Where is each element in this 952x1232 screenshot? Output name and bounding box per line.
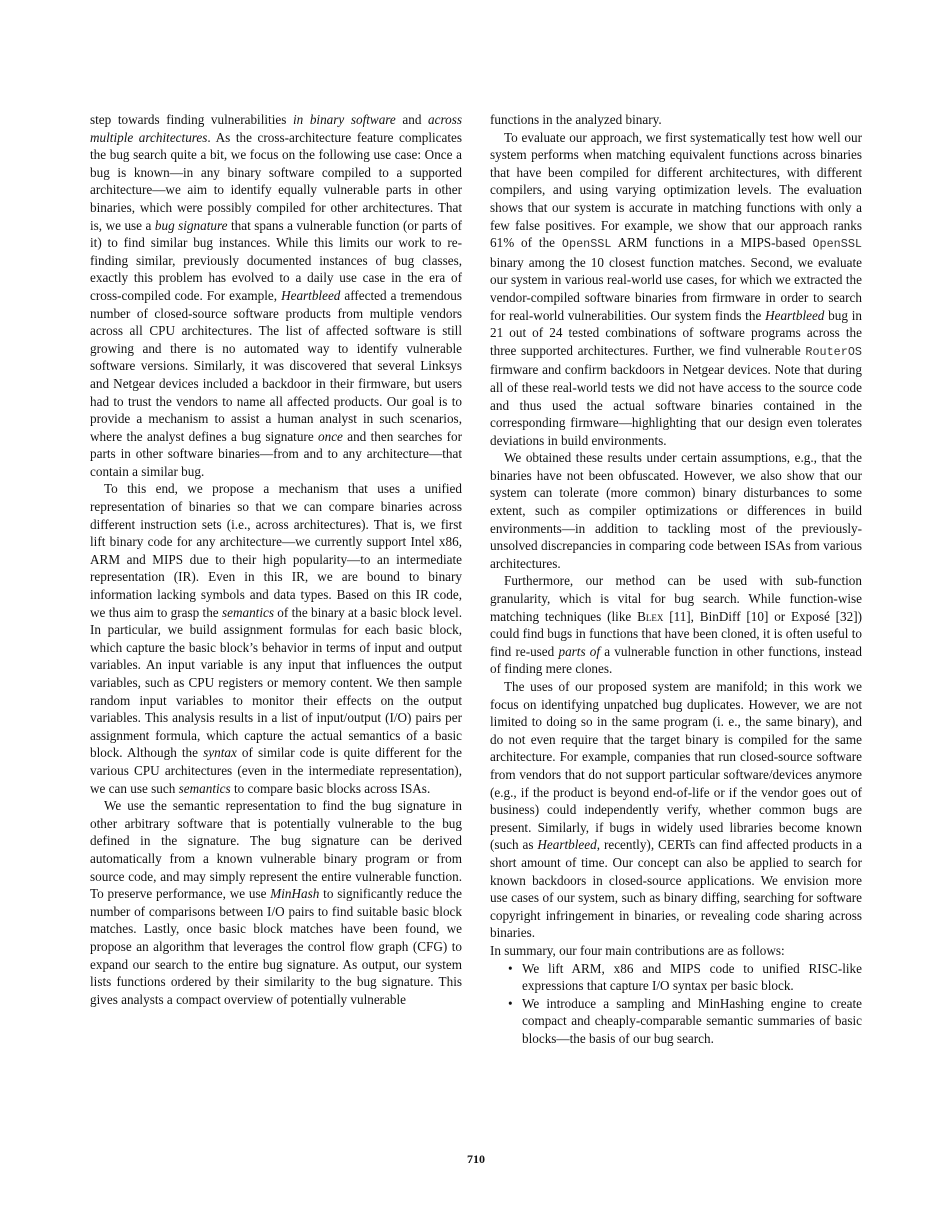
page-number: 710	[467, 1152, 485, 1166]
list-item: • We lift ARM, x86 and MIPS code to unified RISC-like expressions that capture I/O syntax per basic block.	[508, 960, 862, 994]
paragraph: We obtained these results under certain assumptions, e.g., that the binaries have not been obfuscated. However, we also show that our system can tolerate (more common) binary disturbances to some extent, such as compiler optimizations or differences in build environments—in addition to tackling most of the previously-unsolved discrepancies in comparing code between ISAs from various architectures.	[490, 450, 862, 571]
contribution-list	[490, 960, 862, 1048]
bullet-icon: •	[508, 995, 513, 1011]
paragraph: To this end, we propose a mechanism that uses a unified representation of binaries so that we can compare binaries across different instruction sets (i.e., across architectures). That is, we first lift binary code for any architecture—we currently support Intel x86, ARM and MIPS due to their high popularity—to an intermediate representation (IR). Even in this IR, we are bound to binary information lacking symbols and data types. Based on this IR code, we thus aim to grasp the semantics of the binary at a basic block level. In particular, we build assignment formulas for each basic block, which capture the basic block’s behavior in terms of input and output variables. An input variable is any input that influences the output variables, such as CPU registers or memory content. We then sample random input variables to monitor their effects on the output variables. This analysis results in a list of input/output (I/O) pairs per assignment formula, which capture the actual semantics of a basic block. Although the syntax of similar code is quite different for the various CPU architectures (even in the intermediate representation), we can use such semantics to compare basic blocks across ISAs.	[90, 481, 462, 796]
paragraph: functions in the analyzed binary.	[490, 112, 662, 127]
left-column	[90, 111, 462, 1008]
paragraph: Furthermore, our method can be used with sub-function granularity, which is vital for bug search. While function-wise matching techniques (like Blex [11], BinDiff [10] or Exposé [32]) could find bugs in functions that have been cloned, it is often useful to find re-used parts of a vulnerable function in other functions, instead of finding mere clones.	[490, 573, 862, 677]
list-item: • We introduce a sampling and MinHashing engine to create compact and cheaply-comparable semantic summaries of basic blocks—the basis of our bug search.	[508, 995, 862, 1046]
paragraph: To evaluate our approach, we first systematically test how well our system performs when matching equivalent functions across binaries that have been compiled for different architectures, with different compilers, and using varying optimization levels. The evaluation shows that our system is accurate in matching functions with only a few false positives. For example, we show that our approach ranks 61% of the OpenSSL ARM functions in a MIPS-based OpenSSL binary among the 10 closest function matches. Second, we evaluate our system in various real-world use cases, for which we extracted the vendor-compiled software binaries from firmware in order to search for real-world vulnerabilities. Our system finds the Heartbleed bug in 21 out of 24 tested combinations of software programs across the three supported architectures. Further, we find vulnerable RouterOS firmware and confirm backdoors in Netgear devices. Note that during all of these real-world tests we did not have access to the source code and thus used the actual software binaries contained in the corresponding firmware—highlighting that our design even tolerates deviations in build environments.	[490, 129, 862, 448]
paragraph: We use the semantic representation to find the bug signature in other arbitrary software that is potentially vulnerable to the bug defined in the signature. The bug signature can be derived automatically from a known vulnerable binary program or from source code, and may simply represent the entire vulnerable function. To preserve performance, we use MinHash to significantly reduce the number of comparisons between I/O pairs to find suitable basic block matches. Lastly, once basic block matches have been found, we propose an algorithm that leverages the control flow graph (CFG) to expand our search to the entire bug signature. As output, our system lists functions ordered by their similarity to the bug signature. This gives analysts a compact overview of potentially vulnerable	[90, 798, 462, 1007]
paragraph: step towards finding vulnerabilities in binary software and across multiple architectures. As the cross-architecture feature complicates the bug search quite a bit, we focus on the following use case: Once a bug is known—in any binary software compiled to a supported architecture—we aim to identify equally vulnerable parts in other binaries, which were possibly compiled for other architectures. That is, we use a bug signature that spans a vulnerable function (or parts of it) to find similar bug instances. While this limits our work to re-finding similar, previously documented instances of bug classes, exactly this problem has evolved to a daily use case in the era of cross-compiled code. For example, Heartbleed affected a tremendous number of closed-source software products from multiple vendors across all CPU architectures. The list of affected software is still growing and there is no automated way to identify vulnerable software versions. Similarly, it was discovered that several Linksys and Netgear devices included a backdoor in their firmware, but users had to trust the vendors to name all affected products. Our goal is to provide a mechanism to assist a human analyst in such scenarios, where the analyst defines a bug signature once and then searches for parts in other software binaries—from and to any architecture—that contain a similar bug.	[90, 112, 463, 479]
right-column	[490, 111, 862, 1047]
paragraph: The uses of our proposed system are manifold; in this work we focus on identifying unpatched bug duplicates. However, we are not limited to doing so in the same program (i. e., the same binary), and do not even require that the target binary is compiled for the same architecture. For example, companies that run closed-source software from vendors that do not support particular software/devices anymore (e.g., if the product is beyond end-of-life or if the vendor goes out of business) could independently verify, whether common bugs are present. Similarly, if bugs in widely used libraries become known (such as Heartbleed, recently), CERTs can find affected products in a short amount of time. Our concept can also be applied to search for known backdoors in closed-source applications. We envision more use cases of our system, such as binary diffing, searching for software copyright infringement in binaries, or revealing code sharing across binaries.	[490, 679, 862, 941]
bullet-icon: •	[508, 960, 513, 976]
paragraph: In summary, our four main contributions are as follows:	[490, 942, 785, 958]
